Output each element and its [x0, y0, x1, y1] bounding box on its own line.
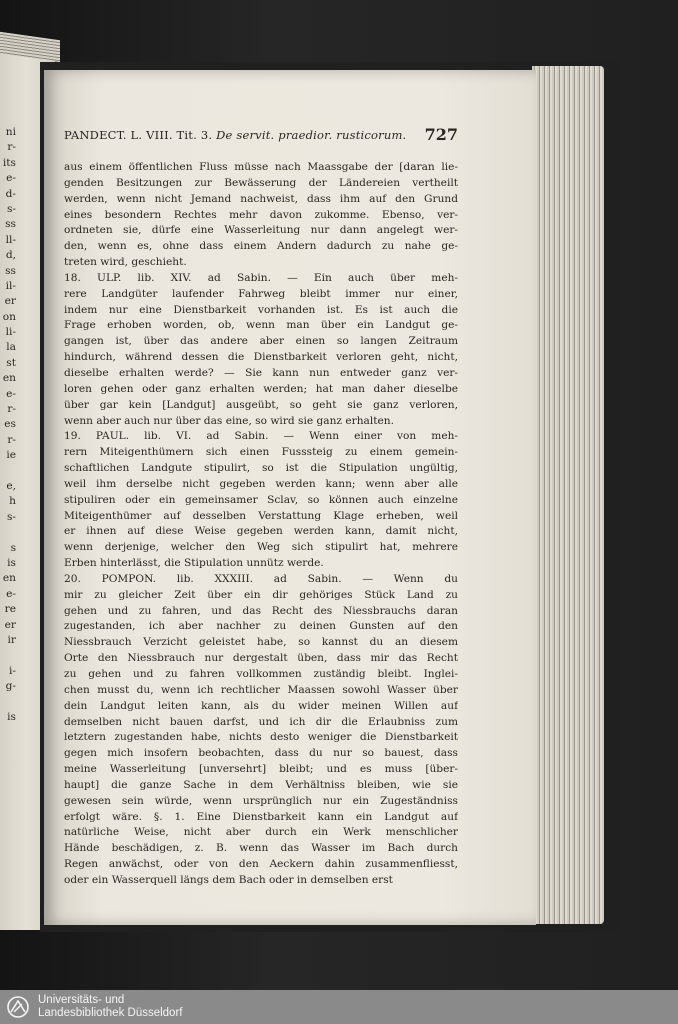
text-line: 20. POMPON. lib. XXXIII. ad Sabin. — Wenn du — [64, 572, 458, 585]
text-line: letztern zugestanden habe, nichts desto weniger die Dienstbarkeit — [64, 731, 458, 744]
text-line: er ihnen auf diese Weise gegeben werden kann, damit nicht, — [64, 525, 458, 538]
text-line: schaftlichen Landgute stipulirt, so ist die Stipulation ungültig, — [64, 462, 458, 475]
page-number: 727 — [424, 125, 458, 144]
margin-fragment: is — [7, 710, 16, 723]
margin-fragment: st — [6, 356, 16, 369]
running-head-title: De servit. praedior. rusticorum. — [216, 128, 407, 142]
text-line: Erben hinterlässt, die Stipulation unnütz werde. — [64, 557, 324, 570]
margin-fragment: d- — [5, 187, 16, 200]
library-name-line1: Universitäts- und — [38, 994, 125, 1006]
footer-bar — [0, 990, 678, 1024]
margin-fragment: i- — [9, 664, 16, 677]
margin-fragment: d, — [5, 249, 16, 262]
text-line: demselben nicht bauen darfst, und ich dir die Erlaubniss zum — [64, 715, 458, 728]
text-line: oder ein Wasserquell längs dem Bach oder in demselben erst — [64, 873, 393, 886]
text-line: dieselbe erhalten werde? — Sie kann nun entweder ganz ver- — [64, 366, 458, 379]
text-line: Frage erhoben worden, ob, wenn man über ein Landgut ge- — [64, 319, 458, 332]
running-head-label: PANDECT. L. VIII. Tit. 3. — [64, 128, 213, 142]
margin-fragment: e- — [6, 587, 16, 600]
text-line: rern Miteigenthümern sich einen Fusssteig zu einem gemein- — [64, 446, 458, 459]
margin-fragment: ir — [7, 633, 16, 646]
text-line: erfolgt wäre. §. 1. Eine Dienstbarkeit kann ein Landgut auf — [64, 810, 458, 823]
text-line: chen musst du, wenn ich rechtlicher Maassen sowohl Wasser über — [64, 683, 458, 696]
text-line: natürliche Weise, nicht aber durch ein Werk menschlicher — [64, 826, 458, 839]
margin-fragment — [0, 464, 16, 479]
page-edges — [532, 66, 604, 924]
text-line: Orte den Niessbrauch nur dergestalt üben, dass mir das Recht — [64, 652, 458, 665]
text-line: werden, wenn nicht Jemand nachweist, dass ihm auf den Grund — [64, 192, 458, 205]
text-line: gangen ist, über das andere aber einen so langen Zeitraum — [64, 335, 458, 348]
margin-fragment: its — [2, 156, 16, 169]
library-logo-icon — [6, 996, 30, 1018]
margin-fragment: is — [7, 556, 16, 569]
margin-fragment: re — [4, 603, 16, 616]
text-line: eines besondern Rechtes mehr davon zukomme. Ebenso, ver- — [64, 208, 458, 221]
margin-fragment: g- — [5, 680, 16, 693]
margin-fragment: ss — [5, 218, 16, 231]
text-line: wenn derjenige, welcher den Weg sich stipulirt hat, mehrere — [64, 541, 458, 554]
margin-fragment: ll- — [5, 233, 16, 246]
text-line: hindurch, während dessen die Dienstbarkeit verloren geht, nicht, — [64, 351, 458, 364]
margin-fragment: en — [2, 572, 16, 585]
running-head — [64, 128, 406, 142]
body-text — [64, 160, 458, 889]
margin-fragment: ni — [5, 126, 16, 138]
text-line: gegen mich insofern beobachten, dass du nur so bauest, dass — [64, 747, 458, 760]
text-line: ordneten sie, dürfe eine Wasserleitung nur dann angelegt wer- — [64, 224, 458, 237]
margin-fragment: ie — [6, 449, 16, 462]
margin-fragment: r- — [7, 403, 16, 416]
text-line: indem nur eine Dienstbarkeit vorhanden ist. Es ist auch die — [64, 303, 458, 316]
text-line: stipuliren oder ein gemeinsamer Sclav, so können auch einzelne — [64, 493, 458, 506]
margin-fragment: r- — [7, 433, 16, 446]
text-line: meine Wasserleitung [unversehrt] bleibt; und es muss [über- — [64, 763, 458, 776]
text-line: wenn aber auch nur über das eine, so wird sie ganz erhalten. — [64, 414, 394, 427]
margin-fragment: s — [10, 541, 16, 554]
margin-fragment: er — [4, 618, 16, 631]
margin-fragment: h — [9, 495, 16, 508]
margin-fragment: ss — [5, 264, 16, 277]
margin-fragment: e- — [6, 172, 16, 185]
page-header — [64, 125, 458, 146]
text-line: gewesen sein würde, wenn ursprünglich nur ein Zugeständniss — [64, 794, 458, 807]
margin-fragment — [0, 741, 16, 756]
text-line: zugestanden, ich aber nachher zu deinen Gunsten auf den — [64, 620, 458, 633]
margin-fragment: la — [6, 341, 16, 354]
margin-fragment: s- — [6, 510, 16, 523]
text-line: haupt] die ganze Sache in dem Verhältniss bleiben, wie sie — [64, 778, 458, 791]
margin-fragment: r- — [7, 141, 16, 154]
text-line: über gar kein [Landgut] ausgeübt, so geht sie ganz verloren, — [64, 398, 458, 411]
text-line: loren gehen oder ganz erhalten werden; hat man daher dieselbe — [64, 382, 458, 395]
margin-fragment: en — [2, 372, 16, 385]
text-line: zu gehen und zu fahren vollkommen zuständig bleibt. Inglei- — [64, 668, 458, 680]
text-line: dein Landgut leiten kann, als du wider meinen Willen auf — [64, 699, 458, 712]
text-line: Niessbrauch Verzicht geleistet habe, so kannst du an diesem — [64, 636, 458, 649]
margin-fragment — [0, 694, 16, 709]
text-line: rere Landgüter laufender Fahrweg bleibt immer nur einer, — [64, 287, 458, 300]
text-line: Regen anwächst, oder von den Aeckern dahin zusammenfliesst, — [64, 858, 458, 871]
text-line: treten wird, geschieht. — [64, 256, 187, 269]
text-line: 19. PAUL. lib. VI. ad Sabin. — Wenn einer von meh- — [64, 430, 458, 443]
text-line: aus einem öffentlichen Fluss müsse nach Maassgabe der [daran lie- — [64, 161, 458, 173]
margin-fragment: es — [4, 418, 16, 431]
text-line: 18. ULP. lib. XIV. ad Sabin. — Ein auch über meh- — [64, 271, 458, 284]
margin-fragment — [0, 525, 16, 540]
margin-fragment — [0, 648, 16, 663]
text-line: gehen und zu fahren, und das Recht des Niessbrauchs daran — [64, 604, 458, 617]
text-line: genden Besitzungen zur Bewässerung der Ländereien vertheilt — [64, 176, 458, 189]
text-line: Hände beschädigen, z. B. wenn das Wasser im Bach durch — [64, 842, 458, 855]
text-line: den, wenn es, ohne dass einem Andern dadurch zu nahe ge- — [64, 240, 458, 253]
text-line: weil ihm derselbe nicht gegeben werden kann; wenn aber alle — [64, 477, 458, 490]
margin-fragment: li- — [5, 326, 16, 339]
margin-fragment: e- — [6, 387, 16, 400]
text-line: mir zu gleicher Zeit über ein dir gehöriges Stück Land zu — [64, 588, 458, 601]
margin-fragment: il- — [5, 279, 16, 292]
library-name-line2: Landesbibliothek Düsseldorf — [38, 1007, 183, 1019]
margin-fragment: s- — [6, 202, 16, 215]
text-line: Miteigenthümer auf desselben Verstattung Klage erheben, weil — [64, 509, 458, 522]
margin-fragment: on — [2, 310, 16, 323]
margin-fragment: e, — [6, 479, 16, 492]
left-page-text-fragments — [0, 125, 16, 865]
library-name — [38, 994, 182, 1020]
margin-fragment: er — [4, 295, 16, 308]
margin-fragment — [0, 725, 16, 740]
